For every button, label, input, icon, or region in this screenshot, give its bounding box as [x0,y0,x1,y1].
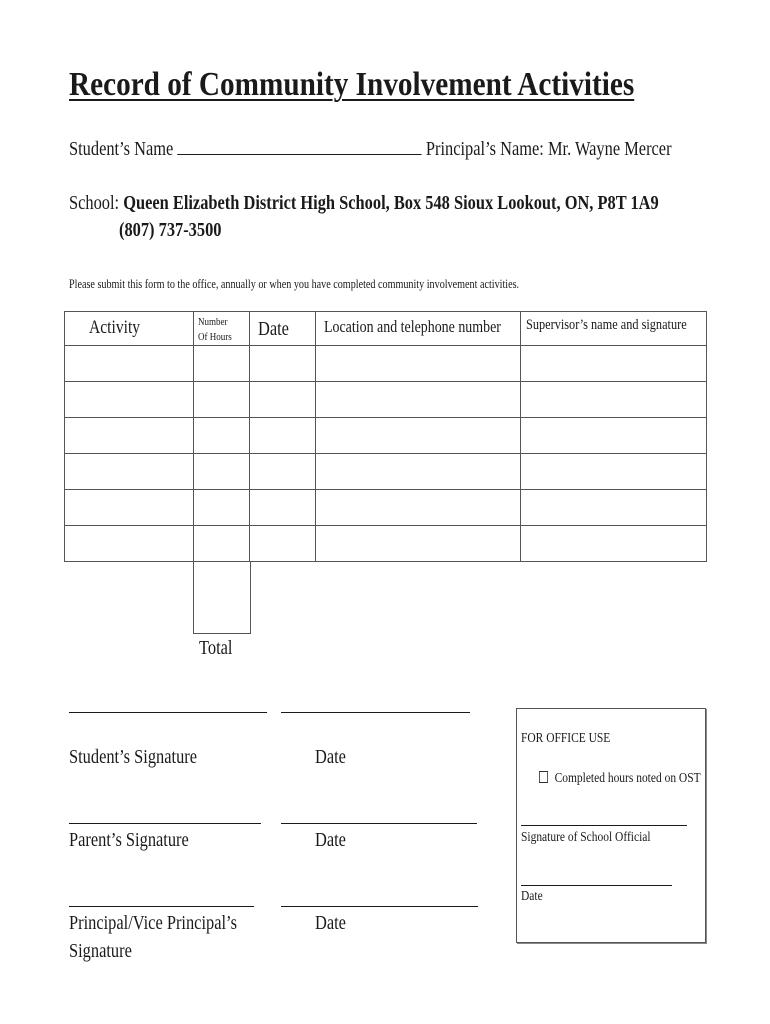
parent-signature-line[interactable] [69,823,261,824]
table-cell[interactable] [65,490,194,526]
table-cell[interactable] [194,454,250,490]
principal-signature-line[interactable] [69,906,254,907]
col-date: Date [250,312,316,346]
table-cell[interactable] [65,526,194,562]
official-signature-label: Signature of School Official [521,830,651,845]
instructions: Please submit this form to the office, annually or when you have completed community involvement activities. [69,276,520,291]
table-cell[interactable] [250,490,316,526]
principal-date-label: Date [315,912,346,934]
table-cell[interactable] [316,490,521,526]
table-row [65,382,707,418]
table-cell[interactable] [316,346,521,382]
table-cell[interactable] [250,418,316,454]
principal-date-line[interactable] [281,906,478,907]
parent-date-label: Date [315,829,346,851]
official-signature-line[interactable] [521,825,687,826]
office-use-heading: FOR OFFICE USE [521,731,611,746]
office-date-label: Date [521,889,543,904]
table-cell[interactable] [250,454,316,490]
student-date-line[interactable] [281,712,470,713]
table-cell[interactable] [250,346,316,382]
school-row [69,192,770,215]
table-row [65,490,707,526]
checkbox-icon[interactable] [539,771,548,783]
table-cell[interactable] [316,382,521,418]
col-supervisor: Supervisor’s name and signature [521,312,707,346]
table-cell[interactable] [521,382,707,418]
table-cell[interactable] [250,382,316,418]
table-cell[interactable] [65,382,194,418]
table-cell[interactable] [194,346,250,382]
student-signature-line[interactable] [69,712,267,713]
school-phone: (807) 737-3500 [119,219,222,241]
table-cell[interactable] [521,526,707,562]
table-cell[interactable] [521,418,707,454]
total-hours-field[interactable] [193,561,251,634]
table-cell[interactable] [194,526,250,562]
student-principal-row [69,138,770,161]
table-cell[interactable] [65,454,194,490]
table-row [65,418,707,454]
principal-signature-label-2: Signature [69,940,132,962]
office-date-line[interactable] [521,885,672,886]
parent-signature-label: Parent’s Signature [69,829,189,851]
col-hours: Number Of Hours [194,312,250,346]
parent-date-line[interactable] [281,823,477,824]
activities-table [64,311,707,562]
table-header-row [65,312,707,346]
table-cell[interactable] [316,526,521,562]
total-label: Total [199,637,233,659]
form-title: Record of Community Involvement Activities [69,66,635,103]
table-cell[interactable] [521,490,707,526]
student-signature-label: Student’s Signature [69,746,198,768]
student-date-label: Date [315,746,346,768]
table-cell[interactable] [194,382,250,418]
table-cell[interactable] [65,346,194,382]
table-body [65,346,707,562]
student-name-field[interactable] [177,154,421,155]
table-cell[interactable] [521,346,707,382]
table-cell[interactable] [194,418,250,454]
table-cell[interactable] [250,526,316,562]
table-cell[interactable] [521,454,707,490]
table-cell[interactable] [194,490,250,526]
table-row [65,346,707,382]
principal-name: Principal’s Name: Mr. Wayne Mercer [425,138,672,160]
table-row [65,454,707,490]
table-cell[interactable] [65,418,194,454]
col-location: Location and telephone number [316,312,521,346]
table-cell[interactable] [316,418,521,454]
table-cell[interactable] [316,454,521,490]
student-name-label: Student’s Name [69,138,174,160]
table-row [65,526,707,562]
completed-hours-label: Completed hours noted on OST [554,771,701,786]
school-label: School: [69,192,120,214]
school-name: Queen Elizabeth District High School, Box 548 Sioux Lookout, ON, P8T 1A9 [123,192,659,214]
principal-signature-label: Principal/Vice Principal’s [69,912,237,934]
col-activity: Activity [65,312,194,346]
